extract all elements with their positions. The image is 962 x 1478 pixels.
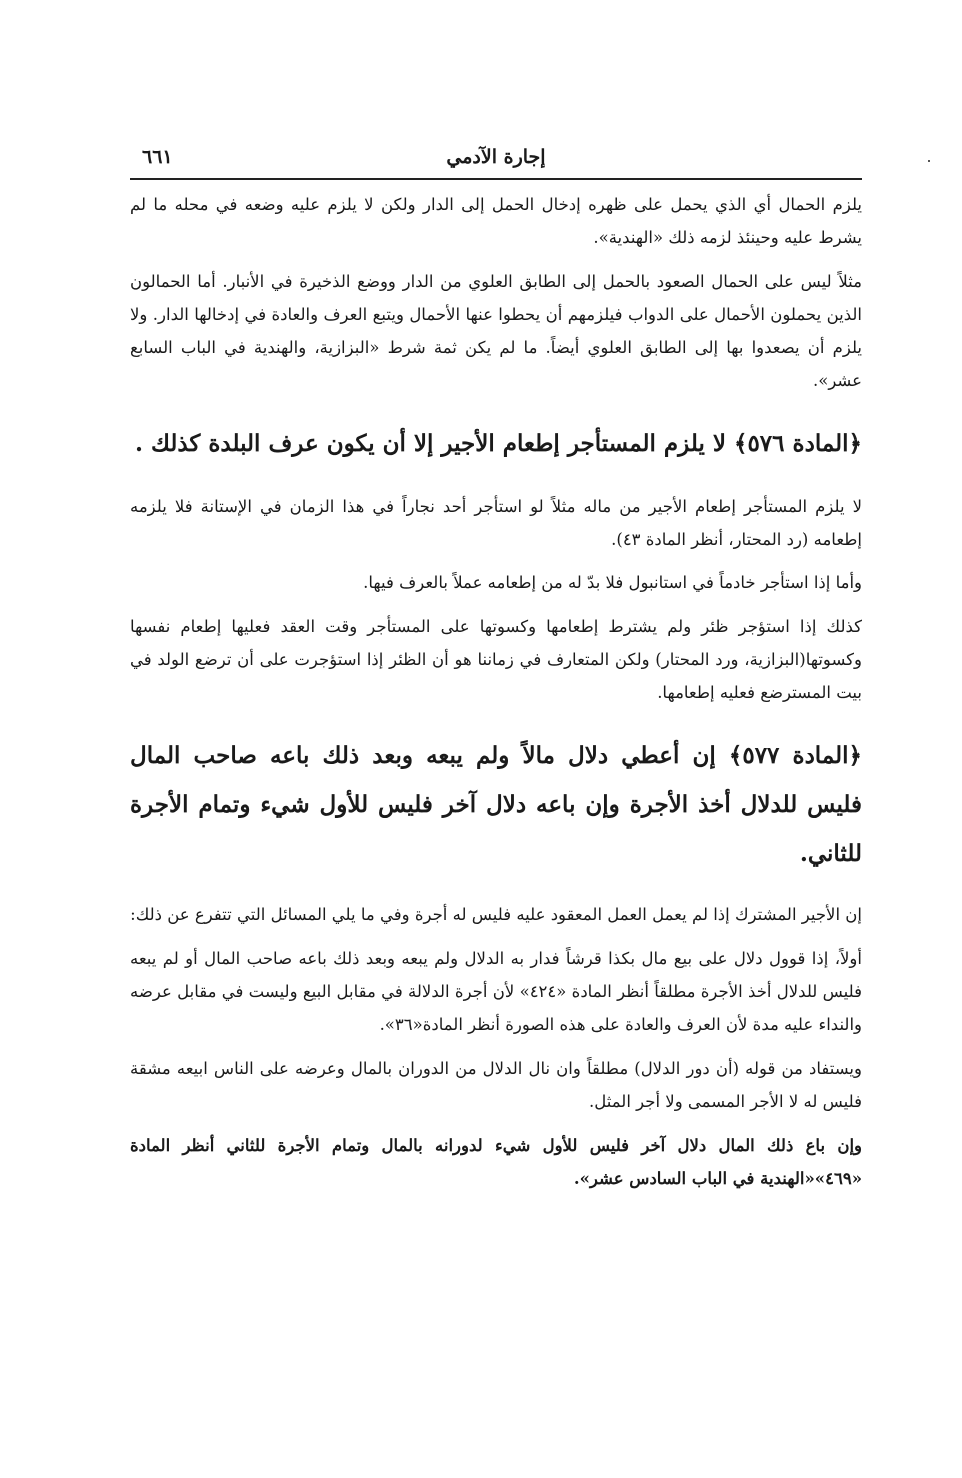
- paragraph-576-explanation: لا يلزم المستأجر إطعام الأجير من ماله مثلاً لو استأجر أحد نجاراً في هذا الزمان في الإستانة فلا يلزمه إطعامه (رد المحتار، أنظر المادة ٤٣).: [130, 497, 862, 549]
- paragraph-joint-worker: إن الأجير المشترك إذا لم يعمل العمل المعقود عليه فليس له أجرة وفي ما يلي المسائل التي تتفرع عن ذلك:: [130, 905, 862, 924]
- paragraph-servant-istanbul: وأما إذا استأجر خادماً في استانبول فلا بدّ له من إطعامه عملاً بالعرف فيها.: [363, 573, 862, 592]
- paragraph-second-broker: وإن باع ذلك المال دلال آخر فليس للأول شيء لدورانه بالمال وتمام الأجرة للثاني أنظر المادة «٤٦٩»«الهندية في الباب السادس عشر».: [130, 1136, 862, 1188]
- paragraph-inference: ويستفاد من قوله (أن دور الدلال) مطلقاً وان نال الدلال من الدوران بالمال وعرضه على الناس ابيعه مشقة فليس له لا الأجر المسمى ولا أجر المثل.: [130, 1059, 862, 1111]
- article-577: ﴿المادة ٥٧٧﴾ إن أعطي دلال مالاً ولم يبعه وبعد ذلك باعه صاحب المال فليس للدلال أخذ الأجرة وإن باعه دلال آخر فليس للأول شيء وتمام الأجرة للثاني.: [130, 742, 862, 867]
- article-576: ﴿المادة ٥٧٦﴾ لا يلزم المستأجر إطعام الأجير إلا أن يكون عرف البلدة كذلك .: [134, 430, 862, 457]
- paragraph-porter-duty: يلزم الحمال أي الذي يحمل على ظهره إدخال الحمل إلى الدار ولكن لا يلزم عليه وضعه في محله ما لم يشرط عليه وحينئذ لزمه ذلك «الهندية».: [130, 195, 862, 247]
- paragraph-wet-nurse: كذلك إذا استؤجر ظئر ولم يشترط إطعامها وكسوتها على المستأجر وقت العقد فعليها إطعام نفسها وكسوتها(البزازية، ورد المحتار) ولكن المتعارف في زماننا هو أن الظئر إذا استؤجرت على أن ترضع الولد في بيت المسترضع فعليه إطعامها.: [130, 617, 862, 702]
- book-page: [130, 138, 862, 1195]
- paragraph-first-case: أولاً، إذا قوول دلال على بيع مال بكذا قرشاً فدار به الدلال ولم يبعه وبعد ذلك باعه صاحب المال أو لم يبعه فليس للدلال أخذ الأجرة مطلقاً أنظر المادة «٤٢٤» لأن أجرة الدلالة في مقابل البيع وليست في مقابل عرضه والنداء عليه مدة لأن العرف والعادة على هذه الصورة أنظر المادة«٣٦».: [130, 949, 862, 1034]
- page-number: ٦٦١: [142, 146, 173, 168]
- running-title: إجارة الآدمي: [446, 146, 546, 168]
- running-header: [130, 138, 862, 180]
- paragraph-porter-example: مثلاً ليس على الحمال الصعود بالحمل إلى الطابق العلوي من الدار ووضع الذخيرة في الأنبار. أما الحمالون الذين يحملون الأحمال على الدواب فيلزمهم أن يحطوا عنها الأحمال ويتبع العرف والعادة في إدخالها الدار. ولا يلزم أن يصعدوا بها إلى الطابق العلوي أيضاً. ما لم يكن ثمة شرط «البزازية، والهندية في الباب السابع عشر».: [130, 272, 862, 390]
- margin-mark: [928, 160, 930, 162]
